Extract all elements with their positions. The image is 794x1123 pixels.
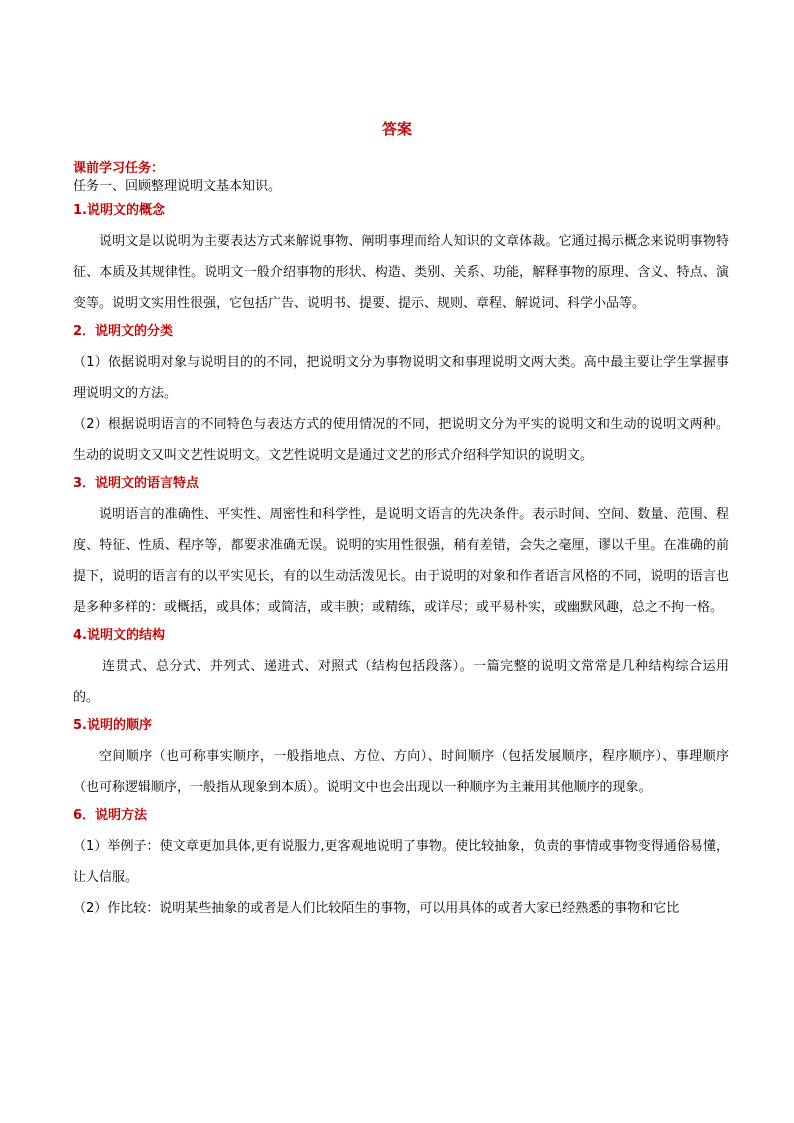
section-paragraph: （2）作比较：说明某些抽象的或者是人们比较陌生的事物，可以用具体的或者大家已经熟悉的事物和它比 <box>73 901 680 916</box>
document-body <box>73 160 729 924</box>
section-paragraph: 说明文是以说明为主要表达方式来解说事物、阐明事理而给人知识的文章体裁。它通过揭示概念来说明事物特征、本质及其规律性。说明文一般介绍事物的形状、构造、类别、关系、功能，解释事物的原理、含义、特点、演变等。说明文实用性很强，它包括广告、说明书、提要、提示、规则、章程、解说词、科学小品等。 <box>73 234 729 311</box>
section-heading-language: 3．说明文的语言特点 <box>73 476 200 491</box>
section-paragraph: （1）举例子：使文章更加具体,更有说服力,更客观地说明了事物。使比较抽象，负责的事情或事物变得通俗易懂，让人信服。 <box>73 839 729 885</box>
section-heading-concept: 1.说明文的概念 <box>73 203 165 218</box>
section-paragraph: （1）依据说明对象与说明目的的不同，把说明文分为事物说明文和事理说明文两大类。高中最主要让学生掌握事理说明文的方法。 <box>73 355 729 401</box>
section-paragraph: 说明语言的准确性、平实性、周密性和科学性，是说明文语言的先决条件。表示时间、空间、数量、范围、程度、特征、性质、程序等，都要求准确无误。说明的实用性很强，稍有差错，会失之毫厘，谬以千里。在准确的前提下，说明的语言有的以平实见长，有的以生动活泼见长。由于说明的对象和作者语言风格的不同，说明的语言也是多种多样的：或概括，或具体；或简洁，或丰腴；或精练，或详尽；或平易朴实，或幽默风趣，总之不拘一格。 <box>73 507 729 615</box>
section-paragraph: 空间顺序（也可称事实顺序，一般指地点、方位、方向）、时间顺序（包括发展顺序，程序顺序）、事理顺序（也可称逻辑顺序，一般指从现象到本质）。说明文中也会出现以一种顺序为主兼用其他顺序的现象。 <box>73 749 729 795</box>
page-title: 答案 <box>381 120 412 138</box>
section-paragraph: 连贯式、总分式、并列式、递进式、对照式（结构包括段落）。一篇完整的说明文常常是几种结构综合运用的。 <box>73 659 729 705</box>
section-paragraph: （2）根据说明语言的不同特色与表达方式的使用情况的不同，把说明文分为平实的说明文和生动的说明文两种。生动的说明文又叫文艺性说明文。文艺性说明文是通过文艺的形式介绍科学知识的说明文。 <box>73 417 729 463</box>
section-heading-structure: 4.说明文的结构 <box>73 628 165 643</box>
section-heading-order: 5.说明的顺序 <box>73 718 152 733</box>
section-heading-classification: 2．说明文的分类 <box>73 324 174 339</box>
pre-task-label: 课前学习任务： <box>73 161 165 176</box>
task-one-text: 任务一、回顾整理说明文基本知识。 <box>73 179 282 194</box>
section-heading-methods: 6．说明方法 <box>73 808 148 823</box>
